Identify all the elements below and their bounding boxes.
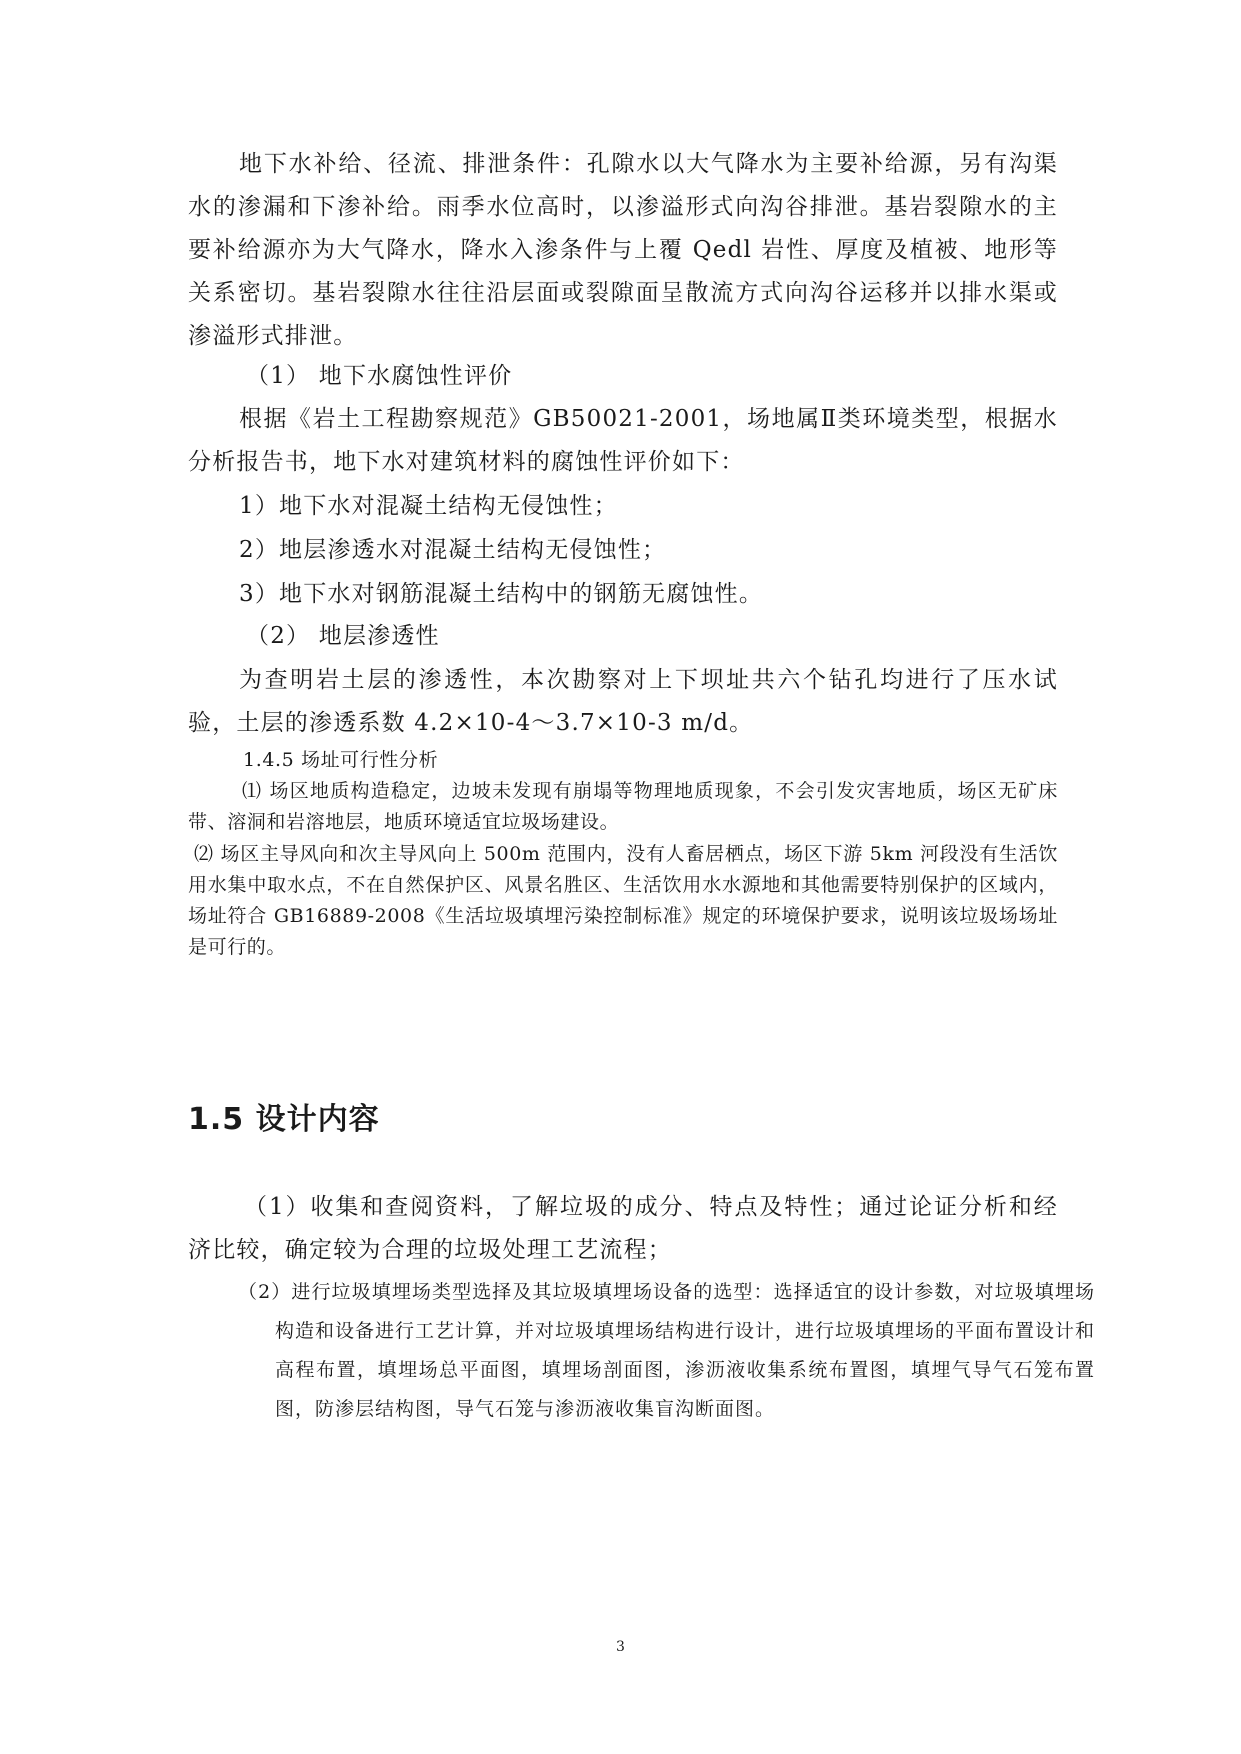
- feasibility-item-2: ⑵ 场区主导风向和次主导风向上 500m 范围内，没有人畜居栖点，场区下游 5km 河段没有生活饮用水集中取水点，不在自然保护区、风景名胜区、生活饮用水水源地和其他需要特别保护的区域内，场址符合 GB16889-2008《生活垃圾填埋污染控制标准》规定的环境保护要求，说明该垃圾场场址是可行的。: [188, 843, 1058, 958]
- paragraph-permeability: 为查明岩土层的渗透性，本次勘察对上下坝址共六个钻孔均进行了压水试验，土层的渗透系数 4.2×10-4～3.7×10-3 m/d。: [188, 667, 1058, 736]
- section-heading-1-4-5: 1.4.5 场址可行性分析: [243, 749, 439, 771]
- subheading-permeability: （2） 地层渗透性: [246, 623, 440, 649]
- page-number: 3: [616, 1639, 625, 1655]
- section-heading-1-5: 1.5 设计内容: [188, 1102, 380, 1137]
- list-item-corrosion-1: 1）地下水对混凝土结构无侵蚀性；: [239, 493, 618, 519]
- paragraph-groundwater-recharge: 地下水补给、径流、排泄条件：孔隙水以大气降水为主要补给源，另有沟渠水的渗漏和下渗补给。雨季水位高时，以渗溢形式向沟谷排泄。基岩裂隙水的主要补给源亦为大气降水，降水入渗条件与上覆 Qedl 岩性、厚度及植被、地形等关系密切。基岩裂隙水往往沿层面或裂隙面呈散流方式向沟谷运移并以排水渠或渗溢形式排泄。: [188, 151, 1058, 349]
- subheading-corrosion-evaluation: （1） 地下水腐蚀性评价: [246, 363, 513, 389]
- design-item-2: （2）进行垃圾填埋场类型选择及其垃圾填埋场设备的选型：选择适宜的设计参数，对垃圾填埋场构造和设备进行工艺计算，并对垃圾填埋场结构进行设计，进行垃圾填埋场的平面布置设计和高程布置，填埋场总平面图，填埋场剖面图，渗沥液收集系统布置图，填埋气导气石笼布置图，防渗层结构图，导气石笼与渗沥液收集盲沟断面图。: [238, 1281, 1096, 1420]
- design-item-1: （1）收集和查阅资料，了解垃圾的成分、特点及特性；通过论证分析和经济比较，确定较为合理的垃圾处理工艺流程；: [188, 1194, 1058, 1263]
- list-item-corrosion-2: 2）地层渗透水对混凝土结构无侵蚀性；: [239, 537, 667, 563]
- list-item-corrosion-3: 3）地下水对钢筋混凝土结构中的钢筋无腐蚀性。: [239, 581, 764, 607]
- paragraph-survey-standard: 根据《岩土工程勘察规范》GB50021-2001，场地属Ⅱ类环境类型，根据水分析报告书，地下水对建筑材料的腐蚀性评价如下：: [188, 406, 1058, 475]
- feasibility-item-1: ⑴ 场区地质构造稳定，边坡未发现有崩塌等物理地质现象，不会引发灾害地质，场区无矿床带、溶洞和岩溶地层，地质环境适宜垃圾场建设。: [188, 780, 1058, 833]
